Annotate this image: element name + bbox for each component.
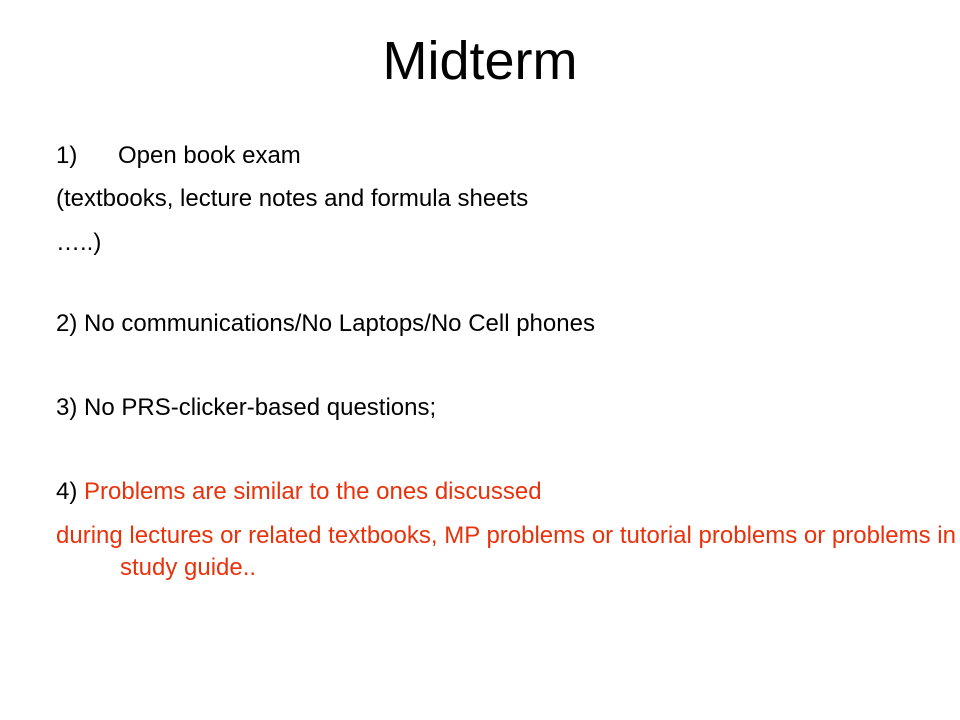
- item-1-detail-line-1: (textbooks, lecture notes and formula sheets: [56, 185, 529, 212]
- item-4: [56, 476, 542, 508]
- item-4-number: 4): [56, 478, 85, 505]
- item-1-detail-line-2: …..): [56, 229, 102, 256]
- item-1: [56, 140, 301, 172]
- item-2: 2) No communications/No Laptops/No Cell phones: [56, 310, 595, 337]
- item-1-number: 1): [56, 142, 78, 169]
- item-1-text: Open book exam: [118, 142, 301, 169]
- slide-title: Midterm: [382, 31, 578, 91]
- item-3: 3) No PRS-clicker-based questions;: [56, 394, 437, 421]
- item-4-text-continued: during lectures or related textbooks, MP problems or tutorial problems or problems in study guide..: [56, 522, 956, 581]
- item-4-text-line-1: Problems are similar to the ones discussed: [84, 478, 542, 505]
